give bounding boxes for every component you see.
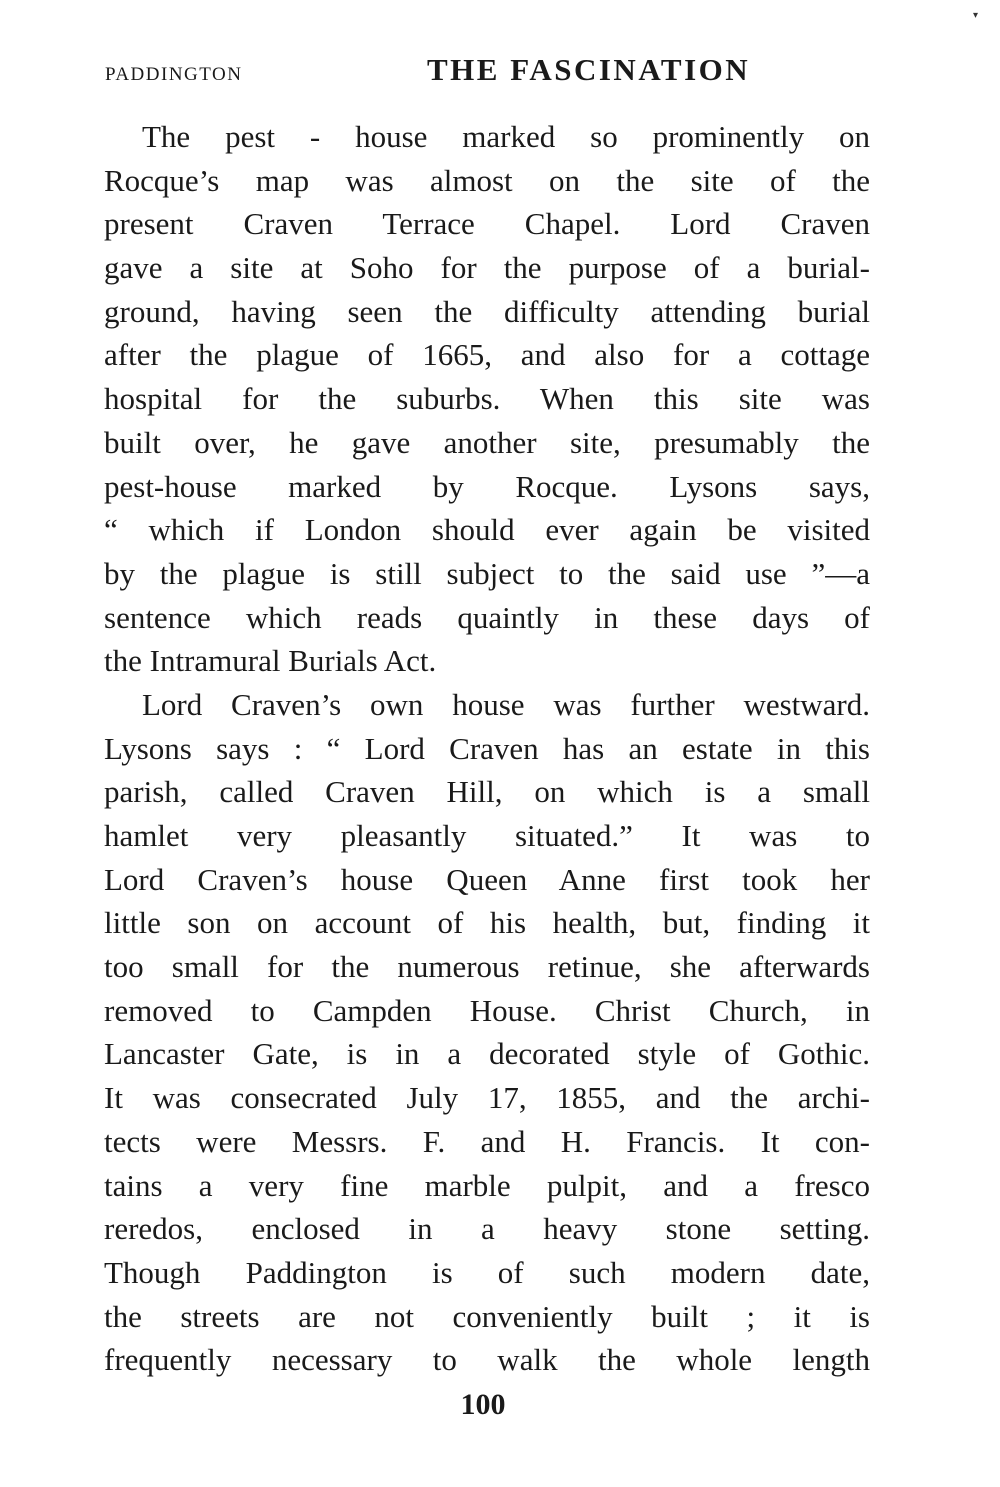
text-line: Lord Craven’s own house was further westward. [142, 686, 870, 722]
text-line: the streets are not conveniently built ; it is [104, 1298, 870, 1334]
text-line: the Intramural Burials Act. [104, 643, 437, 679]
text-line: built over, he gave another site, presumably the [104, 424, 870, 460]
text-line: Lord Craven’s house Queen Anne first took her [104, 861, 870, 897]
text-line: gave a site at Soho for the purpose of a burial- [104, 250, 870, 286]
text-line: Though Paddington is of such modern date, [104, 1254, 870, 1290]
text-line: “ which if London should ever again be visited [104, 512, 870, 548]
text-line: frequently necessary to walk the whole length [104, 1342, 870, 1378]
text-line: tects were Messrs. F. and H. Francis. It con- [104, 1123, 870, 1159]
text-line: present Craven Terrace Chapel. Lord Craven [104, 206, 870, 242]
page-number: 100 [460, 1388, 506, 1421]
running-head [105, 52, 870, 92]
text-line: removed to Campden House. Christ Church, in [104, 992, 870, 1028]
text-line: Lysons says : “ Lord Craven has an estate in this [104, 730, 870, 766]
text-line: hamlet very pleasantly situated.” It was to [104, 818, 870, 853]
running-head-title: THE FASCINATION [427, 52, 751, 87]
running-head-section: PADDINGTON [105, 64, 243, 85]
text-line: pest-house marked by Rocque. Lysons says, [104, 468, 870, 504]
text-line: parish, called Craven Hill, on which is a small [104, 774, 870, 810]
text-line: The pest - house marked so prominently on [142, 119, 870, 154]
paragraph [104, 683, 870, 1382]
text-line: hospital for the suburbs. When this site was [104, 381, 870, 417]
text-line: reredos, enclosed in a heavy stone setting. [104, 1211, 870, 1247]
text-line: little son on account of his health, but, finding it [104, 905, 870, 941]
paragraph [104, 115, 870, 683]
text-line: by the plague is still subject to the said use ”—a [104, 555, 870, 591]
text-line: It was consecrated July 17, 1855, and the archi- [104, 1080, 870, 1116]
text-line: tains a very fine marble pulpit, and a fresco [104, 1167, 870, 1203]
text-line: Rocque’s map was almost on the site of the [104, 162, 870, 198]
text-line: Lancaster Gate, is in a decorated style of Gothic. [104, 1036, 870, 1072]
text-line: after the plague of 1665, and also for a cottage [104, 337, 870, 373]
body-text [104, 115, 870, 1382]
text-line: too small for the numerous retinue, she afterwards [104, 949, 870, 985]
text-line: sentence which reads quaintly in these days of [104, 599, 870, 635]
corner-mark-icon: ▾ [972, 10, 978, 21]
text-line: ground, having seen the difficulty attending burial [104, 293, 870, 329]
